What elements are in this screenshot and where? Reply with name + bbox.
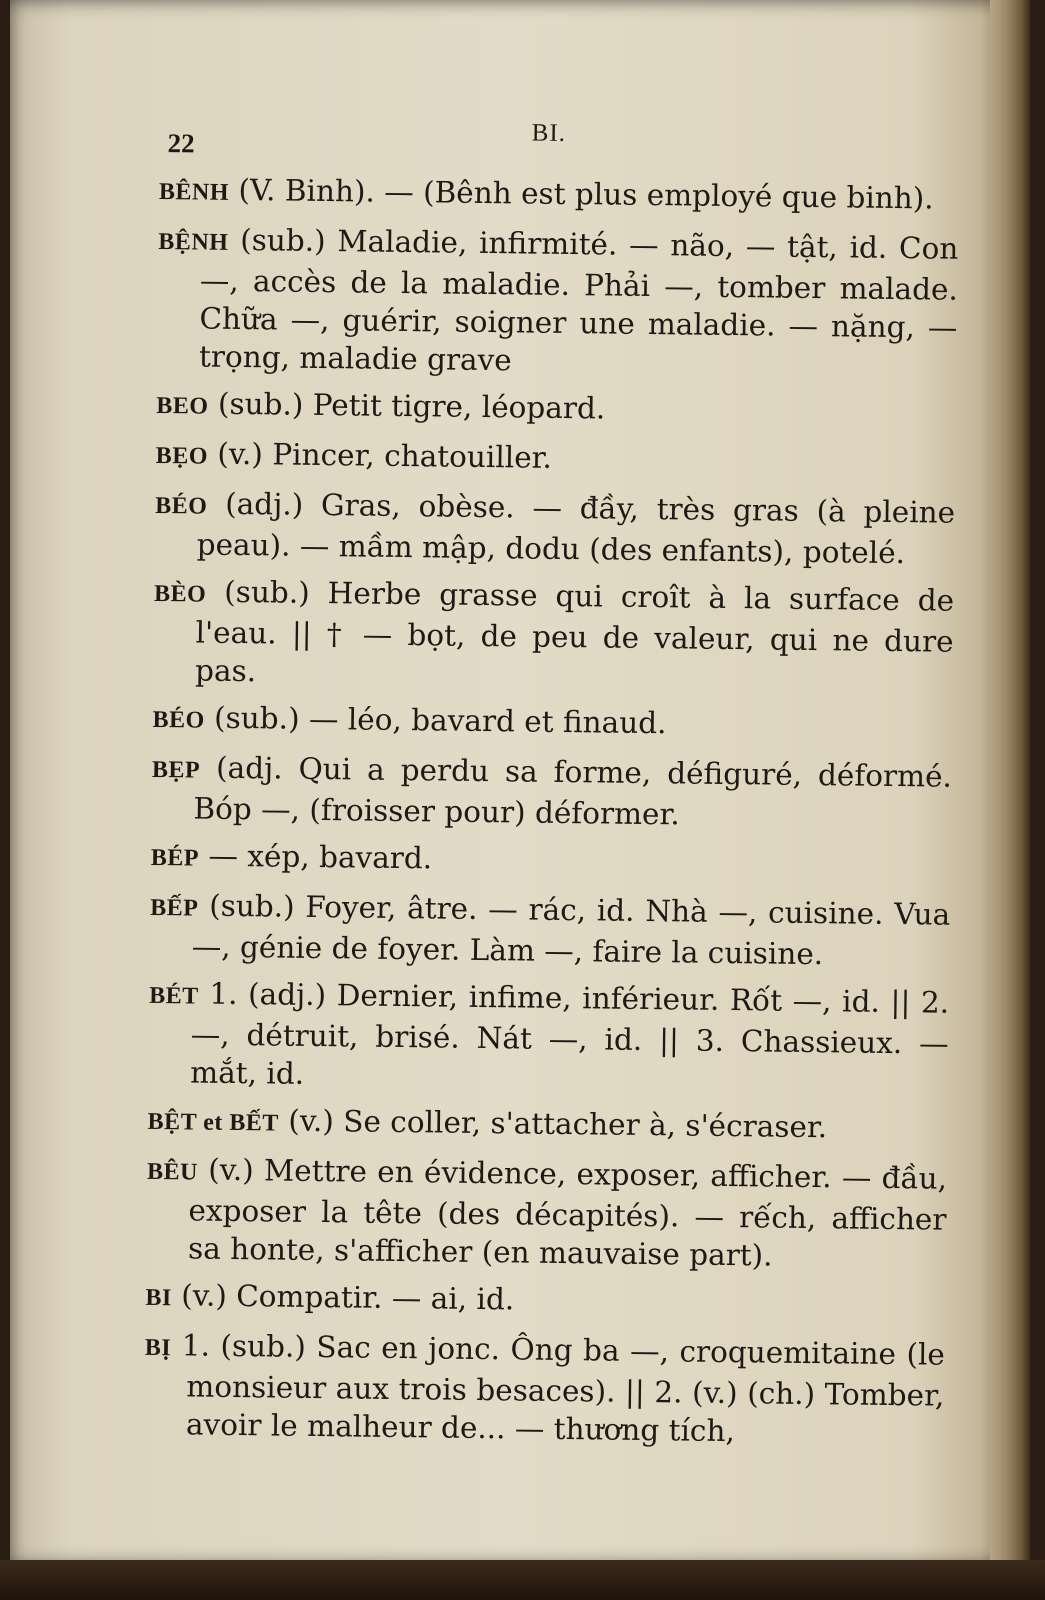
entry-headword: BẸP	[151, 756, 201, 784]
entry-headword: BÈO	[153, 580, 207, 608]
dictionary-entry	[150, 886, 951, 975]
entry-text: 1. (sub.) Sac en jonc. Ông ba —, croquemitaine (le monsieur aux trois besaces). || 2. (v.) (ch.) Tomber, avoir le malheur de... — thương tích,	[181, 1328, 946, 1449]
entry-headword: BÊU	[146, 1158, 199, 1186]
entry-text: (sub.) Herbe grasse qui croît à la surface de l'eau. || † — bọt, de peu de valeur, qui ne dure pas.	[194, 574, 955, 689]
entry-headword: BỆNH	[158, 228, 229, 256]
entry-text: 1. (adj.) Dernier, infime, inférieur. Rốt —, id. || 2. —, détruit, brisé. Nát —, id. || 3. Chassieux. — mắt, id.	[190, 976, 950, 1091]
dictionary-entry	[146, 1150, 947, 1277]
entry-headword: BÉO	[152, 706, 205, 734]
entry-text: (sub.) Petit tigre, léopard.	[217, 386, 606, 426]
dictionary-entry	[147, 1100, 947, 1151]
entry-text: — xép, bavard.	[208, 838, 433, 876]
dictionary-entry	[156, 434, 956, 485]
page-edge	[990, 0, 1030, 1565]
entry-text: (v.) Pincer, chatouiller.	[217, 436, 553, 475]
entry-headword: BÉT	[149, 982, 199, 1010]
entry-text: (sub.) Maladie, infirmité. — não, — tật, id. Con —, accès de la maladie. Phải —, tomber malade. Chữa —, guérir, soigner une maladie. — nặng, — trọng, maladie grave	[198, 222, 959, 378]
entry-text: (sub.) Foyer, âtre. — rác, id. Nhà —, cuisine. Vua —, génie de foyer. Làm —, faire la cuisine.	[191, 888, 951, 972]
page-number: 22	[167, 128, 195, 159]
entry-headword: BỆT et BẾT	[147, 1108, 280, 1137]
entry-headword: BÉP	[150, 844, 200, 872]
bottom-shadow	[0, 1560, 1045, 1600]
dictionary-entry	[151, 836, 951, 887]
entry-headword: BẾP	[150, 894, 199, 922]
entry-headword: BÉO	[155, 492, 208, 520]
entry-headword: BỊ	[144, 1334, 172, 1362]
dictionary-entry	[157, 220, 959, 385]
entry-headword: BEO	[156, 392, 209, 420]
dictionary-entry	[148, 974, 949, 1101]
entry-text: (v.) Se coller, s'attacher à, s'écraser.	[288, 1103, 828, 1145]
entry-text: (V. Binh). — (Bênh est plus employé que binh).	[238, 172, 934, 216]
dictionary-entry	[153, 572, 954, 699]
page-header	[159, 110, 960, 180]
running-head: BI.	[531, 119, 567, 147]
dictionary-entry	[156, 384, 956, 435]
dictionary-entry	[152, 698, 952, 749]
dictionary-entry	[151, 748, 952, 837]
dictionary-entry	[154, 484, 955, 573]
entry-text: (v.) Compatir. — ai, id.	[181, 1278, 515, 1317]
entry-text: (adj.) Gras, obèse. — đầy, très gras (à pleine peau). — mầm mập, dodu (des enfants), potelé.	[196, 486, 956, 571]
entry-headword: BI	[145, 1284, 173, 1312]
entry-text: (sub.) — léo, bavard et finaud.	[213, 700, 667, 741]
entry-headword: BẸO	[155, 442, 209, 470]
dictionary-entry	[145, 1276, 945, 1327]
entry-text: (v.) Mettre en évidence, exposer, afficher. — đầu, exposer la tête (des décapités). — rếch, afficher sa honte, s'afficher (en mauvaise part).	[187, 1152, 948, 1273]
entry-text: (adj. Qui a perdu sa forme, défiguré, déformé. Bóp —, (froisser pour) déformer.	[193, 750, 953, 832]
dictionary-entry	[144, 1326, 945, 1453]
page-text	[144, 110, 960, 1462]
entry-headword: BÊNH	[158, 178, 230, 206]
